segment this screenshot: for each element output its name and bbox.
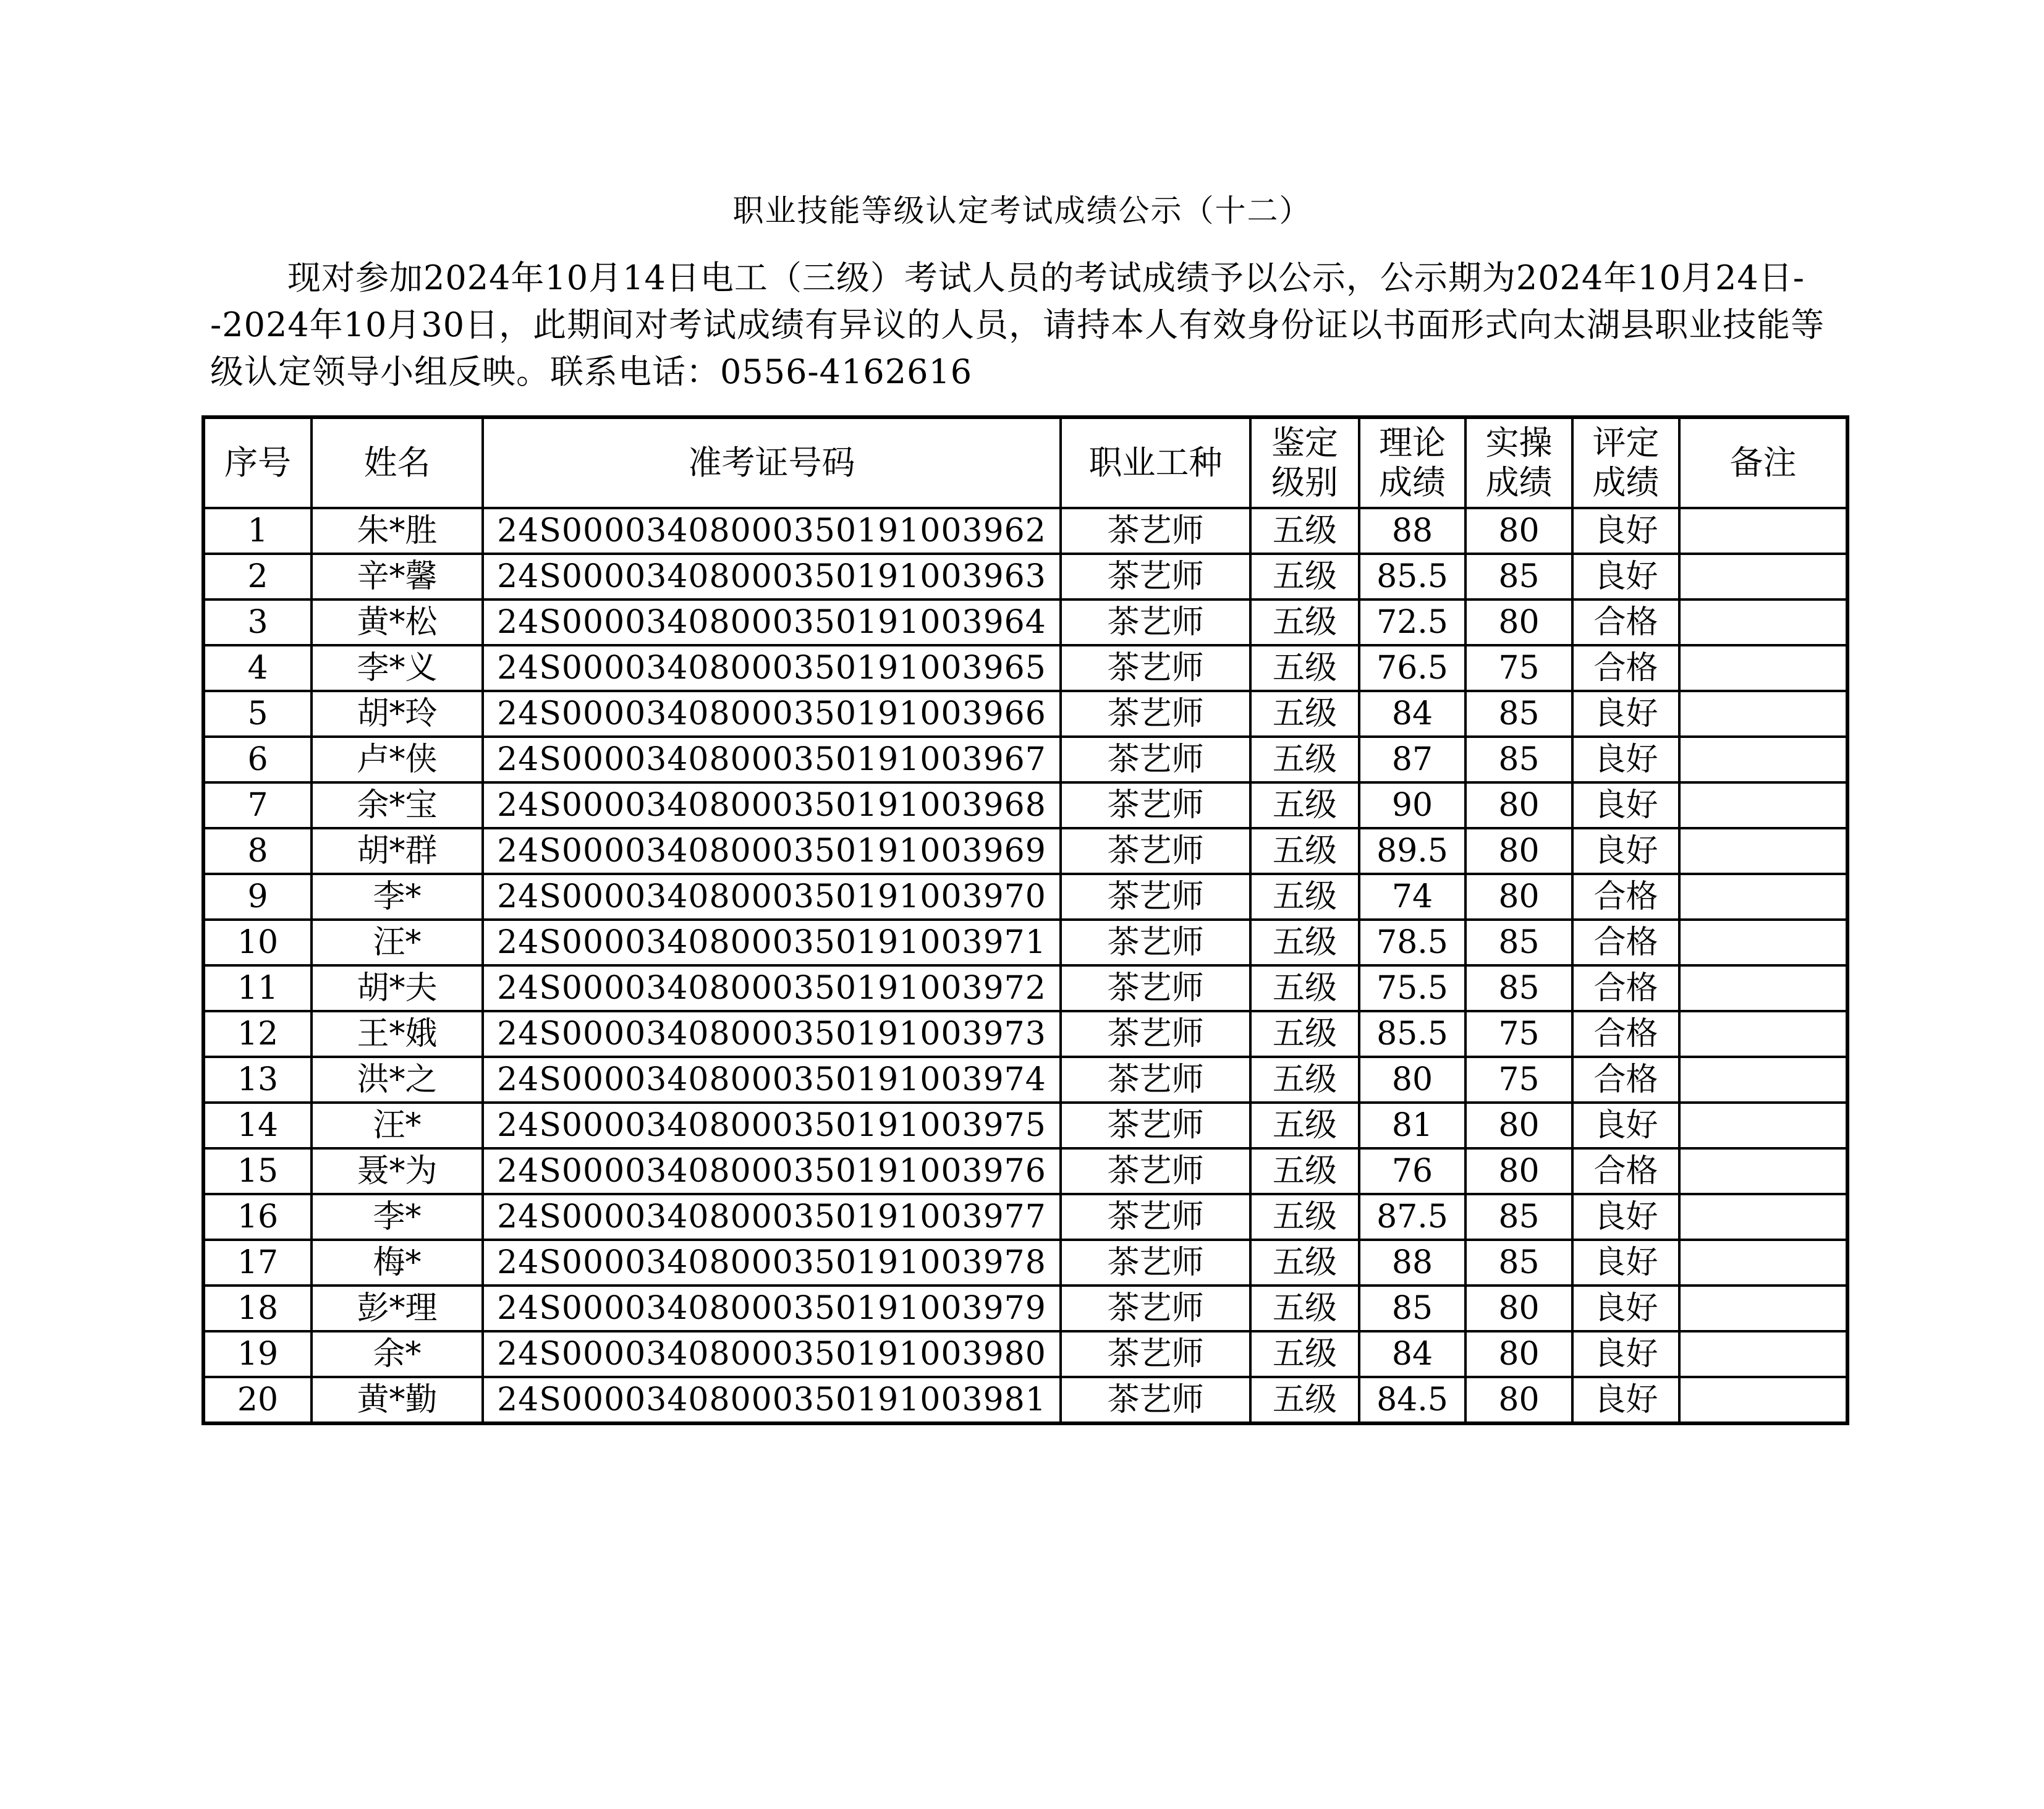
cell-seq: 5 [203,691,312,737]
cell-ticket: 24S00003408000350191003970 [483,874,1061,920]
cell-practice: 80 [1465,599,1572,645]
cell-level: 五级 [1250,828,1359,874]
cell-occupation: 茶艺师 [1061,691,1250,737]
cell-level: 五级 [1250,1011,1359,1057]
cell-theory: 85.5 [1359,1011,1465,1057]
table-row [203,1194,1847,1240]
cell-theory: 75.5 [1359,965,1465,1011]
cell-occupation: 茶艺师 [1061,554,1250,599]
cell-theory: 76.5 [1359,645,1465,691]
cell-occupation: 茶艺师 [1061,1011,1250,1057]
header-seq: 序号 [203,417,312,508]
cell-practice: 80 [1465,1103,1572,1148]
cell-name: 朱*胜 [312,508,483,554]
header-theory-label: 理论成绩 [1379,423,1446,502]
cell-ticket: 24S00003408000350191003981 [483,1377,1061,1423]
cell-rating: 合格 [1572,1057,1679,1103]
table-row [203,1148,1847,1194]
cell-theory: 84.5 [1359,1377,1465,1423]
cell-ticket: 24S00003408000350191003974 [483,1057,1061,1103]
cell-seq: 1 [203,508,312,554]
cell-name: 洪*之 [312,1057,483,1103]
cell-theory: 81 [1359,1103,1465,1148]
cell-level: 五级 [1250,1286,1359,1331]
cell-rating: 良好 [1572,828,1679,874]
cell-remark [1679,920,1847,965]
table-row [203,1286,1847,1331]
cell-seq: 11 [203,965,312,1011]
cell-ticket: 24S00003408000350191003980 [483,1331,1061,1377]
cell-occupation: 茶艺师 [1061,1331,1250,1377]
cell-rating: 合格 [1572,1148,1679,1194]
cell-theory: 89.5 [1359,828,1465,874]
cell-level: 五级 [1250,508,1359,554]
cell-practice: 85 [1465,691,1572,737]
cell-rating: 良好 [1572,1194,1679,1240]
cell-level: 五级 [1250,782,1359,828]
cell-name: 聂*为 [312,1148,483,1194]
page-title: 职业技能等级认定考试成绩公示（十二） [732,193,1312,229]
cell-name: 李* [312,1194,483,1240]
cell-practice: 75 [1465,1011,1572,1057]
cell-practice: 80 [1465,1148,1572,1194]
cell-occupation: 茶艺师 [1061,965,1250,1011]
cell-seq: 10 [203,920,312,965]
cell-remark [1679,508,1847,554]
cell-ticket: 24S00003408000350191003963 [483,554,1061,599]
cell-seq: 18 [203,1286,312,1331]
table-row [203,1057,1847,1103]
header-practice [1465,417,1572,508]
score-table [201,415,1849,1425]
cell-occupation: 茶艺师 [1061,645,1250,691]
cell-remark [1679,1240,1847,1286]
cell-ticket: 24S00003408000350191003962 [483,508,1061,554]
cell-practice: 80 [1465,782,1572,828]
cell-theory: 80 [1359,1057,1465,1103]
cell-practice: 85 [1465,965,1572,1011]
cell-remark [1679,1148,1847,1194]
table-row [203,508,1847,554]
cell-level: 五级 [1250,1103,1359,1148]
cell-name: 黄*勤 [312,1377,483,1423]
cell-remark [1679,599,1847,645]
cell-name: 胡*群 [312,828,483,874]
cell-level: 五级 [1250,1194,1359,1240]
cell-practice: 85 [1465,1240,1572,1286]
cell-seq: 15 [203,1148,312,1194]
cell-rating: 合格 [1572,874,1679,920]
cell-practice: 85 [1465,1194,1572,1240]
cell-ticket: 24S00003408000350191003964 [483,599,1061,645]
cell-ticket: 24S00003408000350191003975 [483,1103,1061,1148]
table-row [203,645,1847,691]
cell-occupation: 茶艺师 [1061,1286,1250,1331]
cell-ticket: 24S00003408000350191003966 [483,691,1061,737]
header-occupation: 职业工种 [1061,417,1250,508]
cell-occupation: 茶艺师 [1061,1240,1250,1286]
cell-rating: 良好 [1572,554,1679,599]
cell-remark [1679,965,1847,1011]
table-row [203,1331,1847,1377]
cell-theory: 76 [1359,1148,1465,1194]
cell-ticket: 24S00003408000350191003979 [483,1286,1061,1331]
cell-seq: 13 [203,1057,312,1103]
cell-remark [1679,874,1847,920]
cell-practice: 85 [1465,920,1572,965]
cell-seq: 6 [203,737,312,782]
notice-paragraph: 现对参加2024年10月14日电工（三级）考试人员的考试成绩予以公示，公示期为2024年10月24日--2024年10月30日，此期间对考试成绩有异议的人员，请持本人有效身份证以书面形式向太湖县职业技能等级认定领导小组反映。联系电话：0556-4162616 [210,258,1825,391]
cell-remark [1679,1331,1847,1377]
cell-level: 五级 [1250,1148,1359,1194]
header-rating [1572,417,1679,508]
cell-name: 黄*松 [312,599,483,645]
cell-theory: 85 [1359,1286,1465,1331]
cell-rating: 良好 [1572,782,1679,828]
header-rating-label: 评定成绩 [1592,423,1660,502]
cell-ticket: 24S00003408000350191003971 [483,920,1061,965]
cell-seq: 12 [203,1011,312,1057]
cell-occupation: 茶艺师 [1061,737,1250,782]
cell-remark [1679,1377,1847,1423]
cell-rating: 良好 [1572,737,1679,782]
table-row [203,599,1847,645]
cell-level: 五级 [1250,874,1359,920]
table-row [203,691,1847,737]
cell-seq: 16 [203,1194,312,1240]
cell-occupation: 茶艺师 [1061,508,1250,554]
cell-occupation: 茶艺师 [1061,1148,1250,1194]
cell-remark [1679,1103,1847,1148]
cell-name: 汪* [312,920,483,965]
cell-practice: 80 [1465,874,1572,920]
cell-seq: 20 [203,1377,312,1423]
cell-seq: 14 [203,1103,312,1148]
header-remark: 备注 [1679,417,1847,508]
cell-theory: 88 [1359,508,1465,554]
cell-name: 卢*侠 [312,737,483,782]
cell-name: 李* [312,874,483,920]
cell-name: 汪* [312,1103,483,1148]
cell-level: 五级 [1250,965,1359,1011]
cell-occupation: 茶艺师 [1061,874,1250,920]
cell-seq: 19 [203,1331,312,1377]
table-row [203,554,1847,599]
cell-rating: 良好 [1572,691,1679,737]
table-row [203,1240,1847,1286]
cell-level: 五级 [1250,554,1359,599]
cell-ticket: 24S00003408000350191003965 [483,645,1061,691]
cell-seq: 17 [203,1240,312,1286]
cell-theory: 90 [1359,782,1465,828]
cell-level: 五级 [1250,1331,1359,1377]
cell-rating: 良好 [1572,1103,1679,1148]
cell-level: 五级 [1250,599,1359,645]
cell-name: 李*义 [312,645,483,691]
cell-level: 五级 [1250,645,1359,691]
cell-rating: 合格 [1572,599,1679,645]
cell-practice: 85 [1465,737,1572,782]
cell-ticket: 24S00003408000350191003967 [483,737,1061,782]
cell-seq: 3 [203,599,312,645]
cell-remark [1679,782,1847,828]
cell-ticket: 24S00003408000350191003972 [483,965,1061,1011]
table-body [203,508,1847,1423]
cell-seq: 8 [203,828,312,874]
cell-practice: 80 [1465,1377,1572,1423]
cell-occupation: 茶艺师 [1061,828,1250,874]
cell-ticket: 24S00003408000350191003976 [483,1148,1061,1194]
cell-level: 五级 [1250,1057,1359,1103]
cell-name: 胡*玲 [312,691,483,737]
cell-occupation: 茶艺师 [1061,1103,1250,1148]
table-header-row [203,417,1847,508]
cell-remark [1679,645,1847,691]
table-row [203,782,1847,828]
cell-rating: 良好 [1572,1377,1679,1423]
cell-level: 五级 [1250,1240,1359,1286]
cell-remark [1679,554,1847,599]
cell-rating: 合格 [1572,1011,1679,1057]
cell-practice: 85 [1465,554,1572,599]
cell-theory: 72.5 [1359,599,1465,645]
cell-practice: 75 [1465,645,1572,691]
cell-name: 余*宝 [312,782,483,828]
cell-ticket: 24S00003408000350191003968 [483,782,1061,828]
cell-theory: 87.5 [1359,1194,1465,1240]
cell-occupation: 茶艺师 [1061,782,1250,828]
cell-rating: 合格 [1572,645,1679,691]
cell-theory: 87 [1359,737,1465,782]
cell-practice: 75 [1465,1057,1572,1103]
cell-rating: 良好 [1572,508,1679,554]
cell-remark [1679,1057,1847,1103]
header-level [1250,417,1359,508]
cell-seq: 4 [203,645,312,691]
table-row [203,1103,1847,1148]
cell-theory: 84 [1359,691,1465,737]
cell-name: 辛*馨 [312,554,483,599]
cell-remark [1679,1286,1847,1331]
cell-rating: 良好 [1572,1240,1679,1286]
cell-theory: 84 [1359,1331,1465,1377]
cell-remark [1679,828,1847,874]
cell-occupation: 茶艺师 [1061,920,1250,965]
header-practice-label: 实操成绩 [1485,423,1553,502]
cell-ticket: 24S00003408000350191003969 [483,828,1061,874]
cell-name: 余* [312,1331,483,1377]
cell-ticket: 24S00003408000350191003978 [483,1240,1061,1286]
table-row [203,874,1847,920]
cell-level: 五级 [1250,737,1359,782]
cell-remark [1679,691,1847,737]
cell-theory: 85.5 [1359,554,1465,599]
cell-occupation: 茶艺师 [1061,599,1250,645]
cell-practice: 80 [1465,1286,1572,1331]
cell-rating: 良好 [1572,1331,1679,1377]
table-row [203,1011,1847,1057]
cell-name: 梅* [312,1240,483,1286]
cell-practice: 80 [1465,1331,1572,1377]
table-row [203,1377,1847,1423]
cell-theory: 78.5 [1359,920,1465,965]
cell-occupation: 茶艺师 [1061,1377,1250,1423]
table-row [203,737,1847,782]
table-row [203,920,1847,965]
cell-seq: 7 [203,782,312,828]
cell-name: 彭*理 [312,1286,483,1331]
cell-remark [1679,737,1847,782]
cell-name: 王*娥 [312,1011,483,1057]
cell-theory: 74 [1359,874,1465,920]
cell-occupation: 茶艺师 [1061,1194,1250,1240]
cell-ticket: 24S00003408000350191003973 [483,1011,1061,1057]
header-name: 姓名 [312,417,483,508]
cell-rating: 良好 [1572,1286,1679,1331]
cell-level: 五级 [1250,691,1359,737]
cell-rating: 合格 [1572,965,1679,1011]
cell-rating: 合格 [1572,920,1679,965]
cell-ticket: 24S00003408000350191003977 [483,1194,1061,1240]
cell-seq: 9 [203,874,312,920]
table-row [203,965,1847,1011]
header-theory [1359,417,1465,508]
cell-occupation: 茶艺师 [1061,1057,1250,1103]
header-level-label: 鉴定级别 [1271,423,1338,502]
cell-remark [1679,1011,1847,1057]
cell-level: 五级 [1250,920,1359,965]
cell-theory: 88 [1359,1240,1465,1286]
cell-level: 五级 [1250,1377,1359,1423]
cell-remark [1679,1194,1847,1240]
header-ticket: 准考证号码 [483,417,1061,508]
cell-practice: 80 [1465,828,1572,874]
cell-name: 胡*夫 [312,965,483,1011]
table-row [203,828,1847,874]
cell-seq: 2 [203,554,312,599]
cell-practice: 80 [1465,508,1572,554]
